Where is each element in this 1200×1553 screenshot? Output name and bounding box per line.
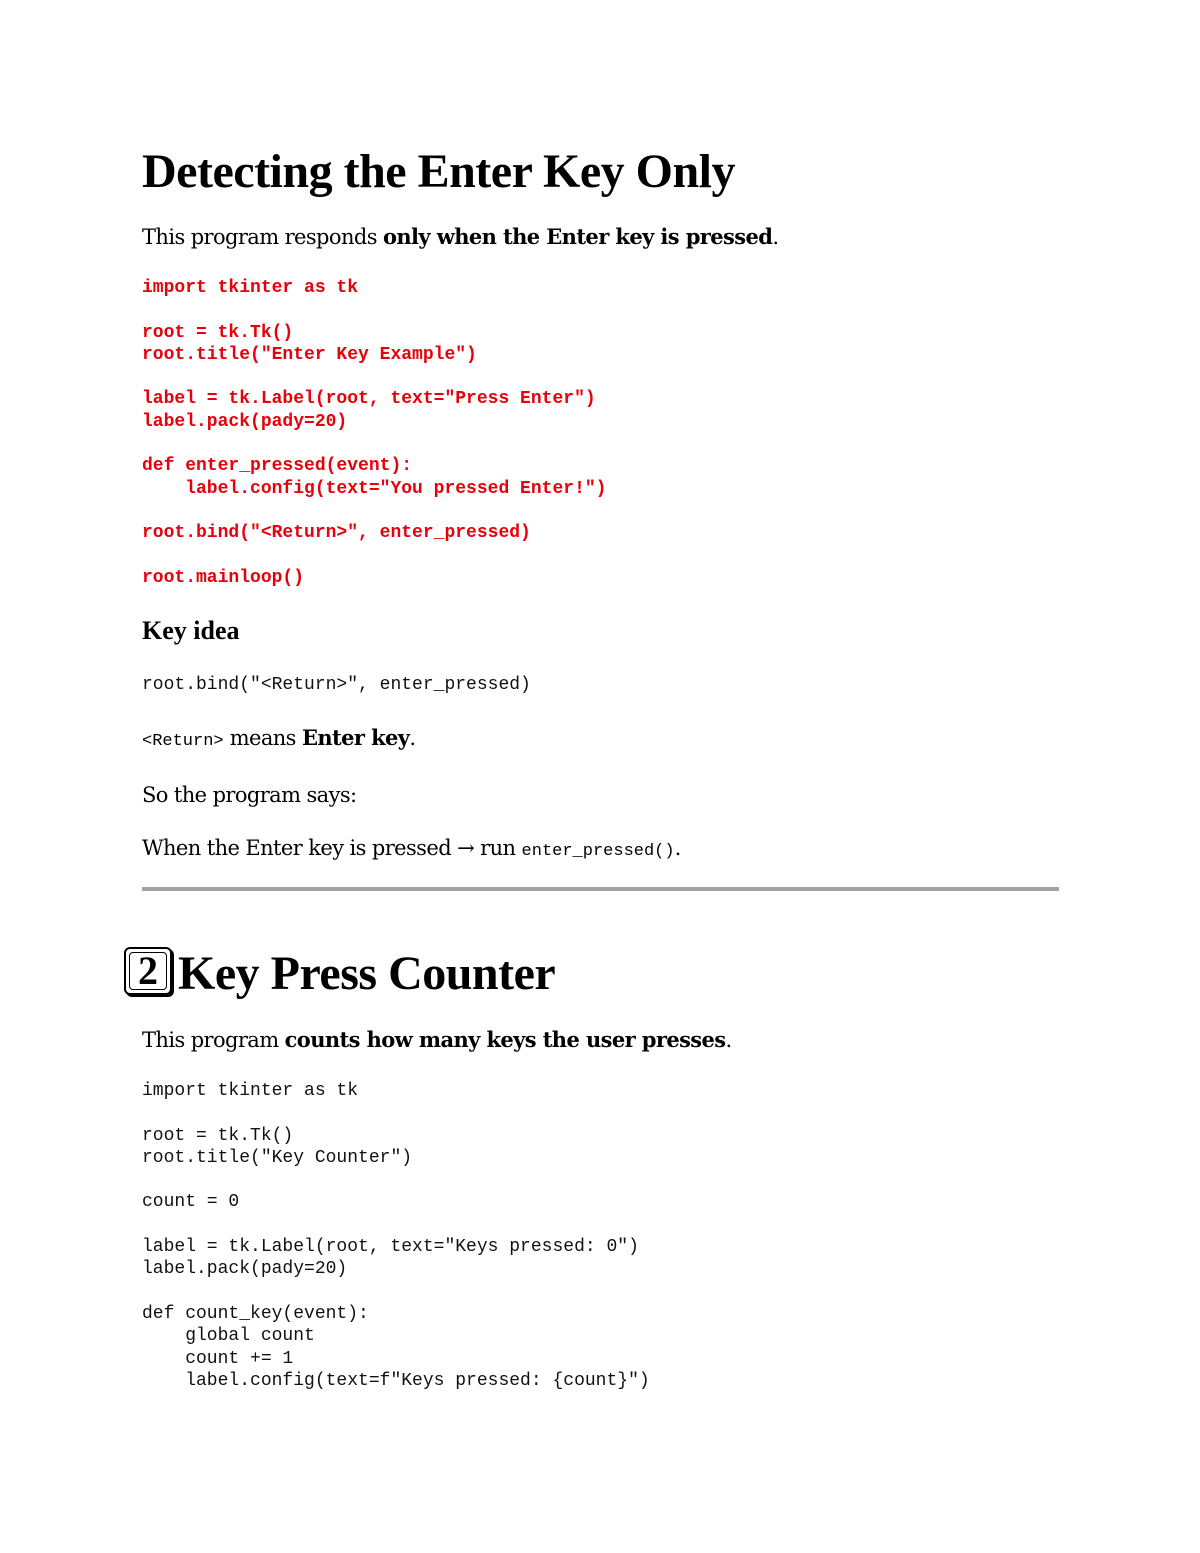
section2-intro xyxy=(142,1026,732,1054)
when-enter-inline-code: enter_pressed() xyxy=(521,842,675,861)
section2-intro-text: This program xyxy=(142,1028,285,1052)
when-enter-text: When the Enter key is pressed → run xyxy=(142,836,522,860)
key-idea-heading: Key idea xyxy=(142,616,240,645)
section1-intro-text: This program responds xyxy=(142,225,383,249)
keycap-number-icon xyxy=(124,947,172,995)
section1-code-block: import tkinter as tk root = tk.Tk() root.title("Enter Key Example") label = tk.Label(root, text="Press Enter") label.pack(pady=20) def enter_pressed(event): label.config(text="You pressed Enter!") root.bind("<Return>", enter_pressed) root.mainloop() xyxy=(142,278,607,588)
return-inline-code: <Return> xyxy=(142,732,224,751)
keycap-number: 2 xyxy=(129,952,167,990)
key-idea-code: root.bind("<Return>", enter_pressed) xyxy=(142,675,531,695)
return-means-bold: Enter key xyxy=(301,725,410,750)
when-enter-end: . xyxy=(674,836,681,860)
when-enter-paragraph xyxy=(142,834,681,866)
section2-title: Key Press Counter xyxy=(178,947,556,1000)
horizontal-rule xyxy=(142,887,1059,891)
section2-code-block: import tkinter as tk root = tk.Tk() root.title("Key Counter") count = 0 label = tk.Label(root, text="Keys pressed: 0") label.pack(pady=20) def count_key(event): global count count += 1 label.config(text=f"Keys pressed: {count}") xyxy=(142,1081,650,1391)
so-program-says: So the program says: xyxy=(142,783,357,807)
return-means-paragraph xyxy=(142,724,415,756)
section1-intro-bold: only when the Enter key is pressed xyxy=(382,224,773,249)
section1-title: Detecting the Enter Key Only xyxy=(142,145,736,198)
return-means-end: . xyxy=(409,726,416,750)
section1-intro xyxy=(142,223,778,251)
section1-intro-end: . xyxy=(772,225,779,249)
return-means-text: means xyxy=(223,726,302,750)
section2-intro-end: . xyxy=(725,1028,732,1052)
section2-intro-bold: counts how many keys the user presses xyxy=(284,1027,726,1052)
